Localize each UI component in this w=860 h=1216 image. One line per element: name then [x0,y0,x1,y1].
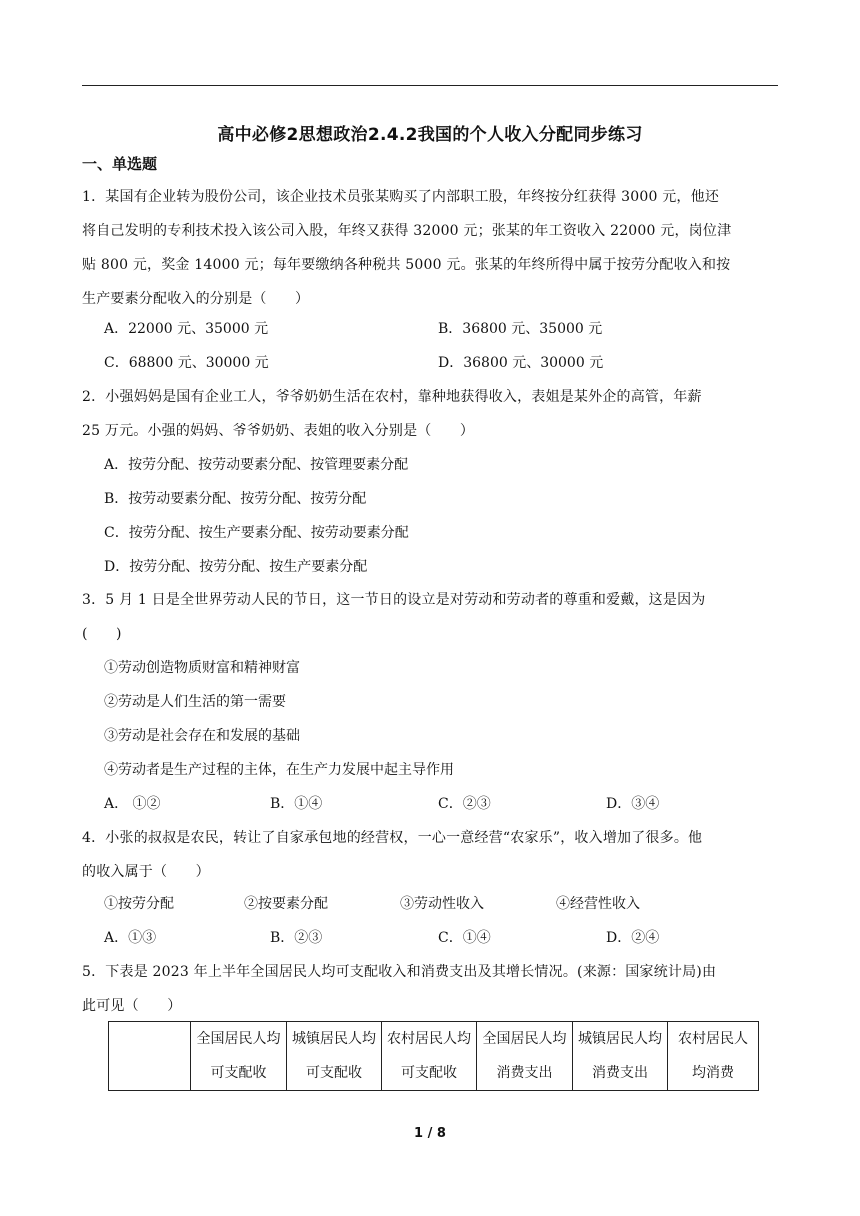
question-4-stem [82,821,778,889]
question-3-statements [104,651,778,787]
table-header-cell: 全国居民人均消费支出 [477,1022,573,1091]
q4-statement-3: ③劳动性收入 [400,896,484,912]
question-3-line: ( ) [82,626,122,642]
q4-option-d[interactable]: D．②④ [606,930,660,946]
q3-statement: ①劳动创造物质财富和精神财富 [104,660,300,676]
q4-statement-2: ②按要素分配 [244,896,328,912]
table-header-cell: 全国居民人均可支配收 [191,1022,287,1091]
table-header-cell: 农村居民人均可支配收 [382,1022,477,1091]
table-header-cell [109,1022,191,1091]
question-3-line: 3．5 月 1 日是全世界劳动人民的节日，这一节日的设立是对劳动和劳动者的尊重和爱戴，这是因为 [82,592,706,608]
section-heading: 一、单选题 [82,155,158,173]
question-2-line: 25 万元。小强的妈妈、爷爷奶奶、表姐的收入分别是（ ） [82,423,475,439]
question-1-line: 将自己发明的专利技术投入该公司入股，年终又获得 32000 元；张某的年工资收入 22000 元，岗位津 [82,223,732,239]
q3-statement: ④劳动者是生产过程的主体，在生产力发展中起主导作用 [104,762,454,778]
q3-option-d[interactable]: D．③④ [606,796,660,812]
question-5-stem [82,955,778,1023]
q1-option-d[interactable]: D．36800 元、30000 元 [438,355,604,371]
table-header-cell: 农村居民人均消费 [668,1022,759,1091]
table-header-cell: 城镇居民人均可支配收 [287,1022,382,1091]
q3-statement: ③劳动是社会存在和发展的基础 [104,728,300,744]
income-table [108,1021,759,1091]
table-header-row [109,1022,759,1091]
question-3-stem [82,583,778,651]
q4-statement-1: ①按劳分配 [104,896,174,912]
question-2-line: 2．小强妈妈是国有企业工人，爷爷奶奶生活在农村，靠种地获得收入，表姐是某外企的高管，年薪 [82,389,702,405]
q2-option-a[interactable]: A．按劳分配、按劳动要素分配、按管理要素分配 [104,457,409,473]
page-title: 高中必修2思想政治2.4.2我国的个人收入分配同步练习 [217,125,643,145]
question-4-line: 的收入属于（ ） [82,864,210,880]
q2-option-b[interactable]: B．按劳动要素分配、按劳分配、按劳分配 [104,491,367,507]
question-2-options [104,448,778,584]
page-number: 1 / 8 [414,1126,446,1141]
header-rule [82,85,778,86]
q1-option-a[interactable]: A．22000 元、35000 元 [104,321,269,337]
q3-statement: ②劳动是人们生活的第一需要 [104,694,286,710]
q4-option-b[interactable]: B．②③ [270,930,323,946]
q4-option-c[interactable]: C．①④ [438,930,491,946]
q3-option-b[interactable]: B．①④ [270,796,323,812]
question-1-stem [82,180,778,316]
question-5-line: 5．下表是 2023 年上半年全国居民人均可支配收入和消费支出及其增长情况。(来源：国家统计局)由 [82,964,717,980]
q1-option-b[interactable]: B．36800 元、35000 元 [438,321,603,337]
q3-option-c[interactable]: C．②③ [438,796,491,812]
question-2-stem [82,380,778,448]
table-header-cell: 城镇居民人均消费支出 [573,1022,668,1091]
question-1-line: 贴 800 元，奖金 14000 元；每年要缴纳各种税共 5000 元。张某的年终所得中属于按劳分配收入和按 [82,257,731,273]
q2-option-d[interactable]: D．按劳分配、按劳分配、按生产要素分配 [104,559,368,575]
q4-statement-4: ④经营性收入 [556,896,640,912]
question-1-line: 生产要素分配收入的分别是（ ） [82,291,310,307]
q2-option-c[interactable]: C．按劳分配、按生产要素分配、按劳动要素分配 [104,525,409,541]
q4-option-a[interactable]: A．①③ [104,930,157,946]
question-1-line: 1．某国有企业转为股份公司，该企业技术员张某购买了内部职工股，年终按分红获得 3000 元，他还 [82,189,720,205]
q1-option-c[interactable]: C．68800 元、30000 元 [104,355,269,371]
q3-option-a[interactable]: A． ①② [104,796,161,812]
question-5-line: 此可见（ ） [82,998,182,1014]
question-4-line: 4．小张的叔叔是农民，转让了自家承包地的经营权，一心一意经营“农家乐”，收入增加了很多。他 [82,830,703,846]
